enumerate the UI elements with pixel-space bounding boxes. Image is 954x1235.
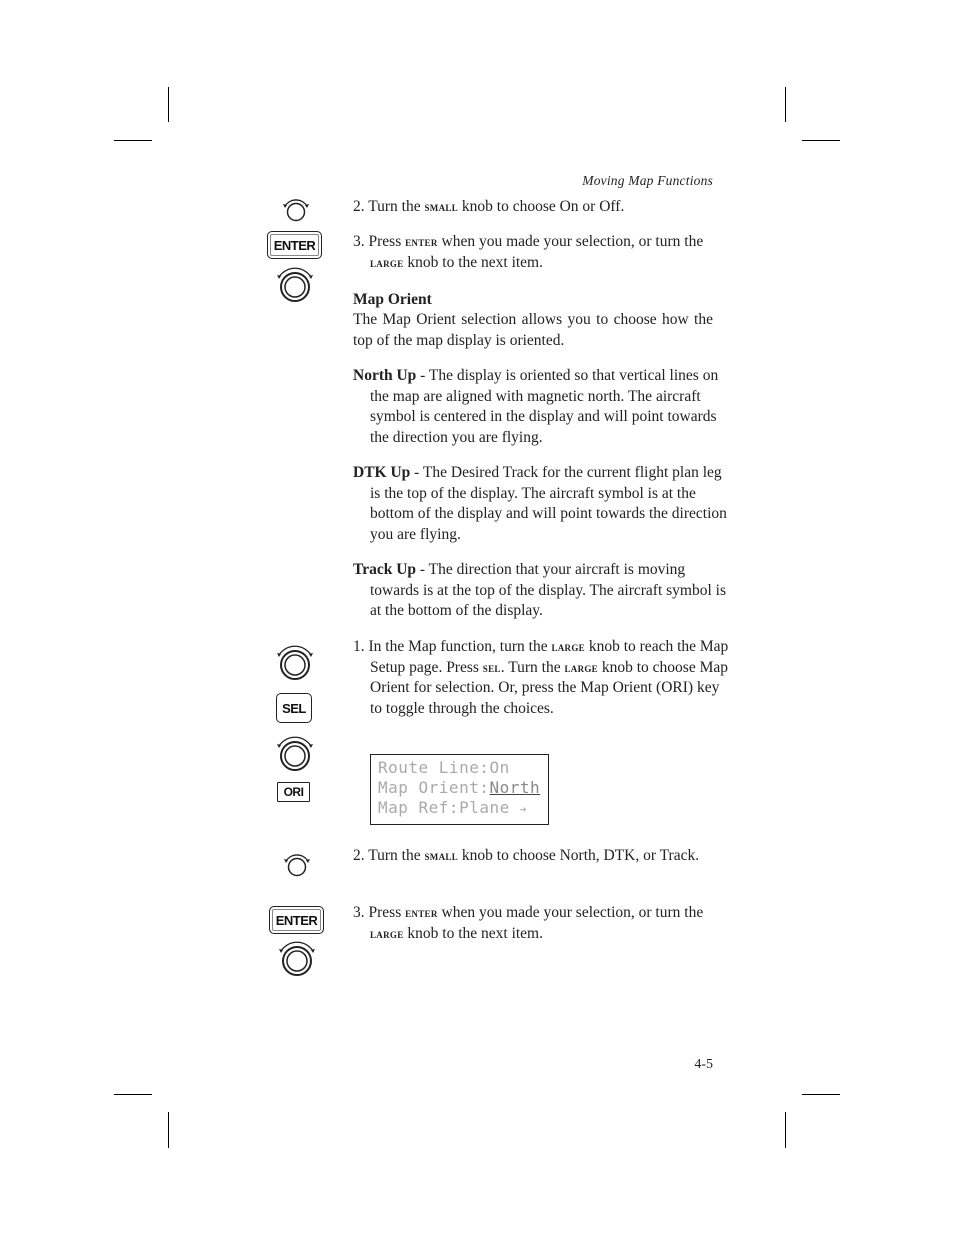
small-knob-icon	[280, 852, 314, 878]
step-3-enter: 3. Press enter when you made your selection, or turn the large knob to the next item.	[353, 233, 704, 271]
lcd-orient-value: North	[489, 778, 541, 797]
crop-mark	[114, 140, 152, 141]
large-knob-icon	[274, 735, 316, 773]
track-up-definition: Track Up - The direction that your aircraft is moving towards is at the top of the display. The aircraft symbol is at the bottom of the display.	[353, 561, 726, 619]
running-header: Moving Map Functions	[582, 173, 713, 188]
large-knob-icon	[274, 266, 316, 304]
step-2-small-knob: 2. Turn the small knob to choose On or Off.	[353, 198, 625, 215]
lcd-map-orient: Map Orient:North	[378, 778, 541, 797]
large-knob-icon	[276, 940, 318, 978]
lcd-screen	[370, 754, 549, 825]
crop-mark	[802, 140, 840, 141]
crop-mark	[785, 1112, 786, 1148]
enter-button: ENTER	[269, 906, 324, 934]
section-heading: Map Orient	[353, 291, 432, 308]
crop-mark	[168, 87, 169, 122]
sel-button: SEL	[276, 693, 312, 723]
crop-mark	[785, 87, 786, 122]
step-2-small-knob: 2. Turn the small knob to choose North, DTK, or Track.	[353, 847, 700, 864]
section-intro: The Map Orient selection allows you to choose how the top of the map display is oriented.	[353, 311, 713, 349]
enter-button: ENTER	[267, 231, 322, 259]
small-knob-icon	[279, 197, 313, 223]
crop-mark	[802, 1094, 840, 1095]
page-number: 4-5	[694, 1057, 713, 1072]
lcd-map-ref: Map Ref:Plane ➔	[378, 798, 527, 817]
crop-mark	[114, 1094, 152, 1095]
lcd-route-line: Route Line:On	[378, 758, 510, 777]
large-knob-icon	[274, 644, 316, 682]
north-up-definition: North Up - The display is oriented so that vertical lines on the map are aligned with magnetic north. The aircraft symbol is centered in the display and will point towards the direction you are flying.	[353, 367, 719, 446]
step-3-enter: 3. Press enter when you made your selection, or turn the large knob to the next item.	[353, 904, 704, 942]
step-1-map-function: 1. In the Map function, turn the large knob to reach the Map Setup page. Press sel. Turn the large knob to choose Map Orient for selection. Or, press the Map Orient (ORI) key to toggle through the choices.	[353, 638, 729, 717]
dtk-up-definition: DTK Up - The Desired Track for the current flight plan leg is the top of the display. The aircraft symbol is at the bottom of the display and will point towards the direction you are flying.	[353, 464, 727, 543]
arrow-icon: ➔	[519, 803, 527, 816]
ori-button: ORI	[277, 782, 310, 802]
crop-mark	[168, 1112, 169, 1148]
